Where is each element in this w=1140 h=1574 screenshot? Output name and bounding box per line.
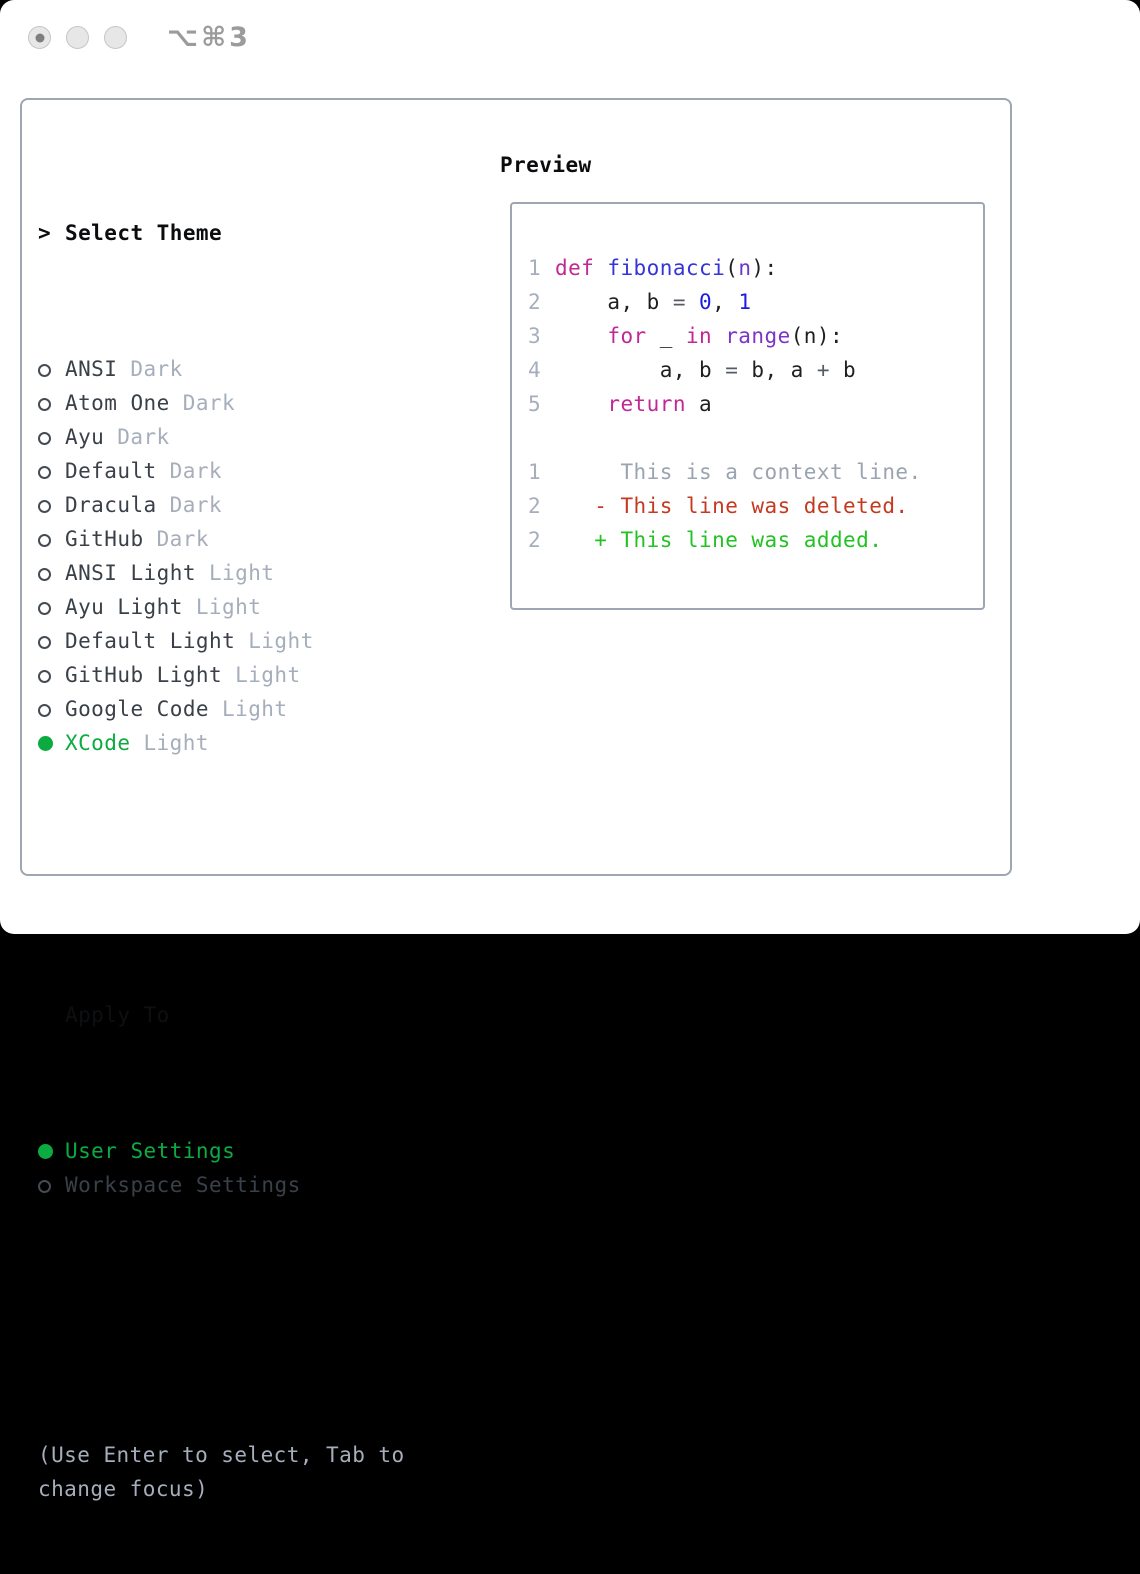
theme-option-ayu[interactable]: [38, 420, 478, 454]
theme-option-xcode[interactable]: [38, 726, 478, 760]
theme-variant: Light: [235, 663, 301, 687]
apply-option-user-settings[interactable]: [38, 1134, 478, 1168]
code-token: +: [816, 358, 830, 382]
theme-name: Default Light: [65, 629, 236, 653]
theme-list: [38, 352, 478, 760]
code-token: ):: [751, 256, 778, 280]
theme-option-google-code[interactable]: [38, 692, 478, 726]
keyboard-shortcut-label: ⌥⌘3: [167, 22, 251, 53]
theme-name: Dracula: [65, 493, 157, 517]
code-token: [594, 256, 607, 280]
apply-to-list: [38, 1134, 478, 1202]
code-token: [686, 290, 699, 314]
code-token: return: [607, 392, 686, 416]
preview-line: [528, 387, 922, 421]
theme-variant: Dark: [156, 527, 209, 551]
theme-option-dracula[interactable]: [38, 488, 478, 522]
code-token: def: [555, 256, 595, 280]
apply-option-label: User Settings: [65, 1139, 236, 1163]
line-number: 3: [528, 324, 542, 348]
code-token: b, a: [738, 358, 817, 382]
theme-option-github[interactable]: [38, 522, 478, 556]
line-number: 1: [528, 256, 542, 280]
radio-icon: [38, 534, 51, 547]
radio-icon: [38, 364, 51, 377]
preview-line: [528, 489, 922, 523]
theme-name: Default: [65, 459, 157, 483]
theme-variant: Light: [208, 561, 275, 585]
preview-line: [528, 353, 922, 387]
radio-icon: [38, 398, 51, 411]
preview-line: [528, 455, 922, 489]
preview-line: [528, 285, 922, 319]
theme-variant: Dark: [169, 493, 223, 517]
active-dot-icon: [35, 33, 44, 42]
line-number: 1: [528, 460, 542, 484]
theme-option-default[interactable]: [38, 454, 478, 488]
radio-selected-icon: [38, 736, 53, 751]
code-token: a: [685, 392, 713, 416]
theme-variant: Light: [222, 697, 288, 721]
code-token: This is a context line.: [555, 460, 922, 484]
radio-cell: [38, 352, 65, 386]
code-token: [555, 392, 607, 416]
radio-cell: [38, 488, 65, 522]
code-token: [712, 324, 725, 348]
radio-icon: [38, 466, 51, 479]
radio-cell: [38, 556, 65, 590]
code-token: range: [725, 324, 791, 348]
theme-option-github-light[interactable]: [38, 658, 478, 692]
minimize-button[interactable]: [66, 26, 89, 49]
radio-icon: [38, 704, 51, 717]
theme-name: XCode: [65, 731, 131, 755]
code-token: =: [672, 290, 686, 314]
line-number: 5: [528, 392, 542, 416]
preview-box: [510, 202, 985, 610]
theme-variant: Dark: [182, 391, 236, 415]
radio-cell: [38, 590, 65, 624]
code-token: fibonacci: [607, 256, 726, 280]
code-token: 0: [699, 290, 713, 314]
preview-line: [528, 251, 922, 285]
line-number: 2: [528, 494, 542, 518]
preview-line: [528, 523, 922, 557]
line-number: 2: [528, 528, 542, 552]
radio-cell: [38, 522, 65, 556]
code-token: + This line was added.: [555, 528, 883, 552]
radio-cell: [38, 386, 65, 420]
radio-cell: [38, 1168, 65, 1202]
line-number: 2: [528, 290, 542, 314]
theme-option-atom-one[interactable]: [38, 386, 478, 420]
radio-icon: [38, 1180, 51, 1193]
theme-name: Atom One: [65, 391, 170, 415]
hint-text: (Use Enter to select, Tab to change focus): [38, 1443, 405, 1501]
theme-variant: Light: [195, 595, 262, 619]
radio-cell: [38, 658, 65, 692]
preview-line: [528, 421, 922, 455]
select-theme-header-row: [38, 216, 478, 250]
code-token: in: [685, 324, 713, 348]
spacer: [38, 1304, 478, 1336]
theme-variant: Light: [143, 731, 209, 755]
code-token: [555, 324, 607, 348]
close-button[interactable]: [28, 26, 51, 49]
theme-option-default-light[interactable]: [38, 624, 478, 658]
theme-name: Ayu Light: [65, 595, 183, 619]
preview-header: Preview: [500, 153, 592, 177]
code-token: - This line was deleted.: [555, 494, 909, 518]
radio-cell: [38, 454, 65, 488]
code-token: (: [725, 256, 739, 280]
apply-option-workspace-settings[interactable]: [38, 1168, 478, 1202]
apply-option-label: Workspace Settings: [65, 1173, 301, 1197]
radio-cell: [38, 420, 65, 454]
code-token: 1: [738, 290, 752, 314]
zoom-button[interactable]: [104, 26, 127, 49]
panel-title: Select Theme: [65, 221, 223, 245]
preview-line: [528, 319, 922, 353]
spacer: [38, 862, 478, 896]
code-token: =: [725, 358, 739, 382]
radio-icon: [38, 602, 51, 615]
theme-name: GitHub Light: [65, 663, 223, 687]
theme-name: GitHub: [65, 527, 144, 551]
code-token: a, b: [555, 290, 673, 314]
theme-name: Google Code: [65, 697, 210, 721]
radio-icon: [38, 568, 51, 581]
theme-selector-panel: [20, 98, 1012, 1501]
radio-cell: [38, 1134, 65, 1168]
code-token: ,: [712, 290, 739, 314]
radio-icon: [38, 670, 51, 683]
theme-variant: Light: [248, 629, 314, 653]
theme-variant: Dark: [130, 357, 183, 381]
radio-cell: [38, 624, 65, 658]
code-token: _: [646, 324, 686, 348]
theme-variant: Dark: [117, 425, 170, 449]
line-number: 4: [528, 358, 542, 382]
apply-to-header-row: [38, 998, 478, 1032]
preview-code: [528, 251, 922, 557]
theme-option-ansi[interactable]: [38, 352, 478, 386]
code-token: b: [829, 358, 857, 382]
code-token: for: [607, 324, 647, 348]
apply-to-header: Apply To: [65, 1003, 170, 1027]
code-token: a, b: [555, 358, 726, 382]
theme-variant: Dark: [169, 459, 223, 483]
theme-name: Ayu: [65, 425, 105, 449]
window-controls: [28, 26, 127, 49]
theme-list-column: [38, 148, 478, 1574]
code-token: n: [738, 256, 752, 280]
radio-icon: [38, 432, 51, 445]
prompt-caret: >: [38, 221, 52, 245]
radio-selected-icon: [38, 1144, 53, 1159]
radio-cell: [38, 726, 65, 760]
code-token: (n):: [790, 324, 844, 348]
radio-icon: [38, 500, 51, 513]
theme-option-ayu-light[interactable]: [38, 590, 478, 624]
theme-option-ansi-light[interactable]: [38, 556, 478, 590]
theme-name: ANSI Light: [65, 561, 196, 585]
theme-name: ANSI: [65, 357, 118, 381]
radio-cell: [38, 692, 65, 726]
radio-icon: [38, 636, 51, 649]
